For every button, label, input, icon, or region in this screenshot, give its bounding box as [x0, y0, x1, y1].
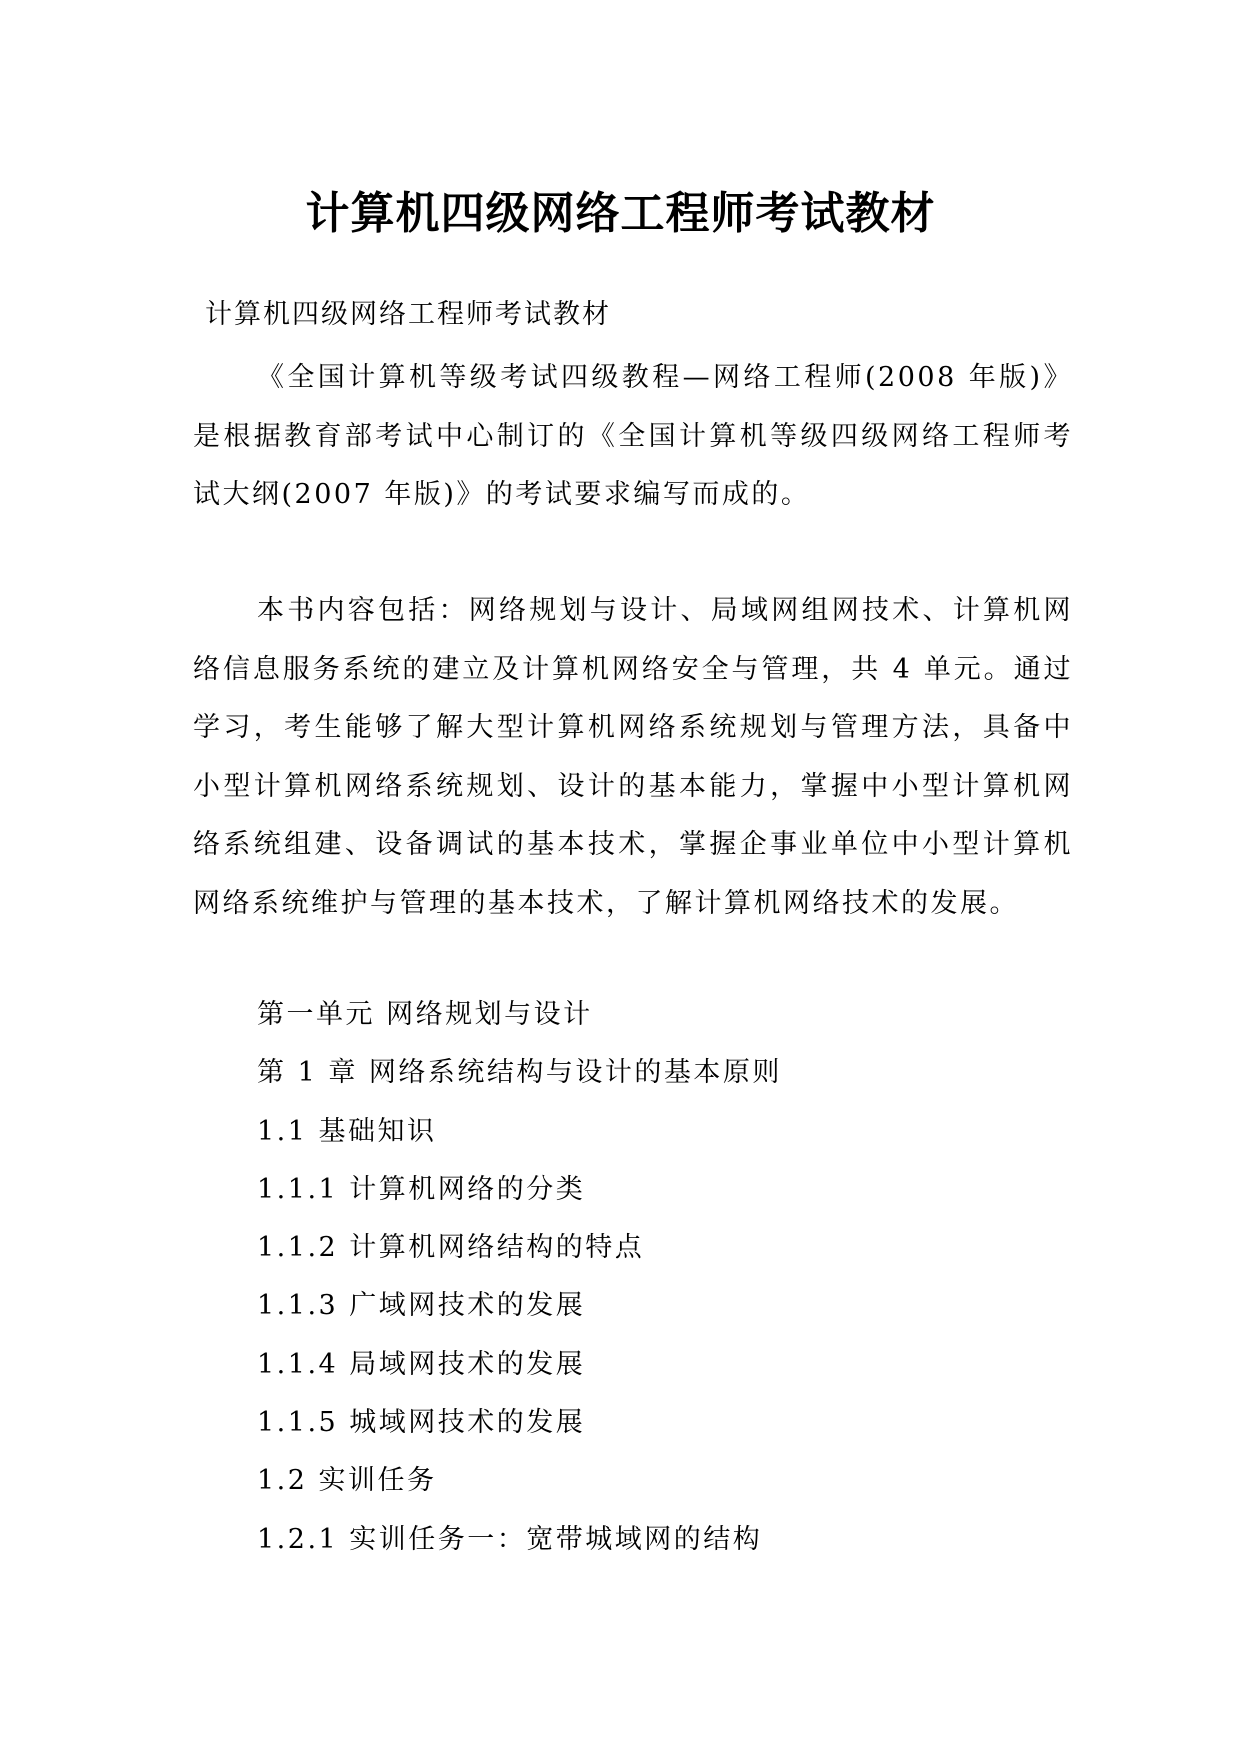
- toc-item: 1.1.2 计算机网络结构的特点: [257, 1232, 645, 1264]
- document-subtitle: 计算机四级网络工程师考试教材: [205, 299, 611, 330]
- toc-item: 第一单元 网络规划与设计: [257, 999, 593, 1030]
- toc-item: 1.1.4 局域网技术的发展: [257, 1348, 586, 1380]
- page-title: 计算机四级网络工程师考试教材: [305, 188, 936, 240]
- intro-paragraph: 《全国计算机等级考试四级教程—网络工程师(2008 年版)》是根据教育部考试中心制订的《全国计算机等级四级网络工程师考试大纲(2007 年版)》的考试要求编写而成的。: [193, 362, 1073, 510]
- toc-item: 1.1.3 广域网技术的发展: [257, 1290, 586, 1322]
- toc-item: 1.2.1 实训任务一：宽带城域网的结构: [257, 1523, 763, 1555]
- toc-item: 1.1.1 计算机网络的分类: [257, 1173, 586, 1205]
- content-paragraph: 本书内容包括：网络规划与设计、局域网组网技术、计算机网络信息服务系统的建立及计算机网络安全与管理，共 4 单元。通过学习，考生能够了解大型计算机网络系统规划与管理方法，具备中小型计算机网络系统规划、设计的基本能力，掌握中小型计算机网络系统组建、设备调试的基本技术，掌握企事业单位中小型计算机网络系统维护与管理的基本技术，了解计算机网络技术的发展。: [193, 595, 1073, 919]
- table-of-contents: [257, 986, 782, 1569]
- toc-item: 1.1 基础知识: [257, 1115, 437, 1147]
- toc-item: 第 1 章 网络系统结构与设计的基本原则: [257, 1057, 782, 1089]
- toc-item: 1.1.5 城域网技术的发展: [257, 1407, 586, 1439]
- toc-item: 1.2 实训任务: [257, 1465, 437, 1497]
